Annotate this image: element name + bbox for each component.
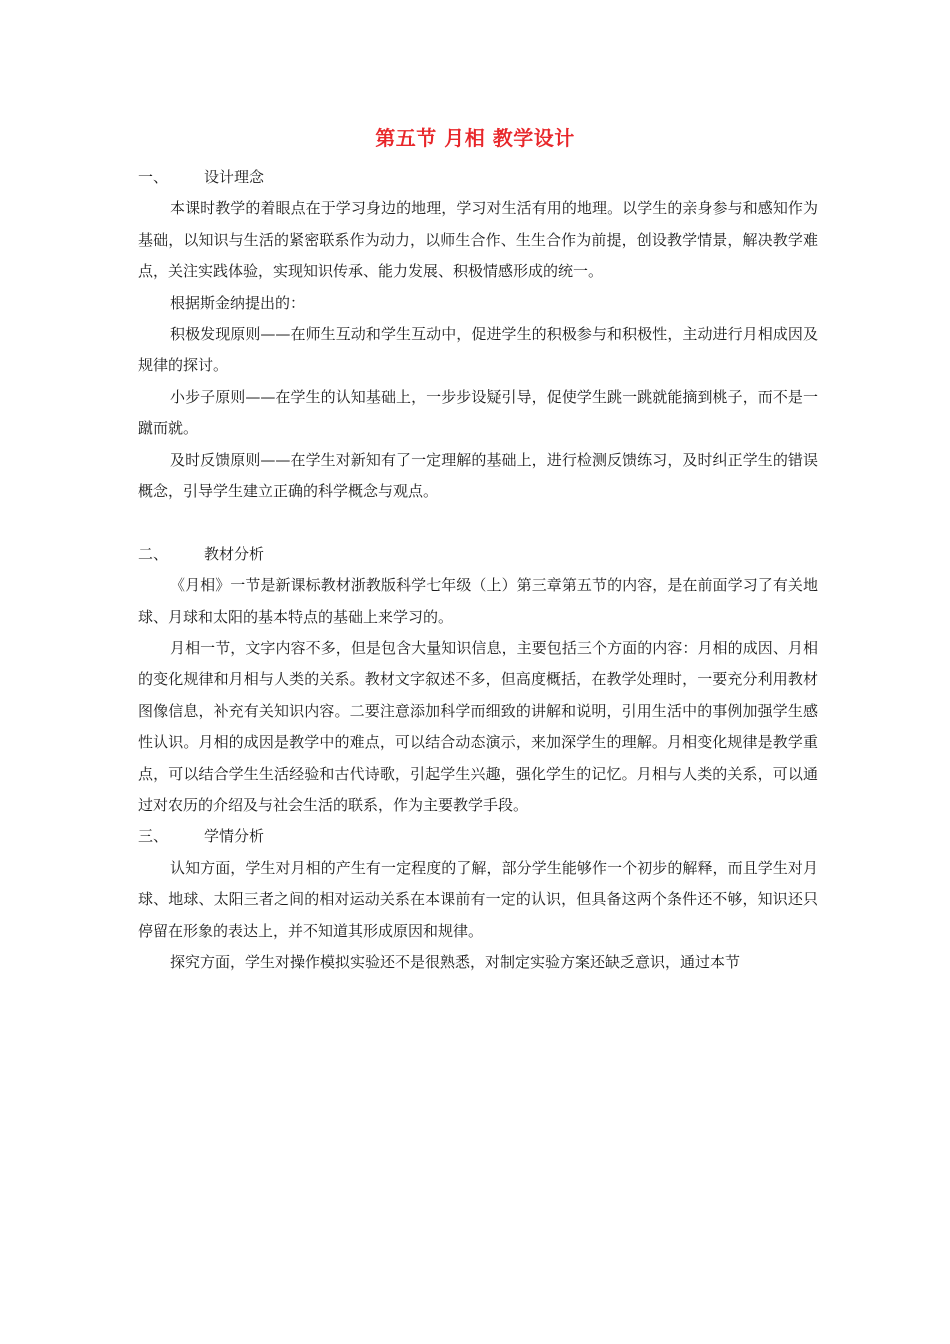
section-number: 二、	[138, 544, 169, 563]
paragraph: 小步子原则——在学生的认知基础上，一步步设疑引导，促使学生跳一跳就能摘到桃子，而不是一蹴而就。	[138, 387, 818, 438]
blank-line	[138, 507, 818, 538]
paragraph: 月相一节，文字内容不多，但是包含大量知识信息，主要包括三个方面的内容：月相的成因、月相的变化规律和月相与人类的关系。教材文字叙述不多，但高度概括，在教学处理时，一要充分利用教材图像信息，补充有关知识内容。二要注意添加科学而细致的讲解和说明，引用生活中的事例加强学生感性认识。月相的成因是教学中的难点，可以结合动态演示，来加深学生的理解。月相变化规律是教学重点，可以结合学生生活经验和古代诗歌，引起学生兴趣，强化学生的记忆。月相与人类的关系，可以通过对农历的介绍及与社会生活的联系，作为主要教学手段。	[138, 639, 818, 815]
paragraph: 积极发现原则——在师生互动和学生互动中，促进学生的积极参与和积极性，主动进行月相成因及规律的探讨。	[138, 325, 818, 375]
section-number: 三、	[138, 827, 169, 846]
document-body	[138, 162, 818, 979]
section-title: 学情分析	[204, 827, 265, 846]
section-number: 一、	[138, 168, 169, 186]
paragraph: 本课时教学的着眼点在于学习身边的地理，学习对生活有用的地理。以学生的亲身参与和感知作为基础，以知识与生活的紧密联系作为动力，以师生合作、生生合作为前提，创设教学情景，解决教学难点，关注实践体验，实现知识传承、能力发展、积极情感形成的统一。	[138, 199, 818, 281]
paragraph: 探究方面，学生对操作模拟实验还不是很熟悉，对制定实验方案还缺乏意识，通过本节	[170, 953, 741, 972]
section-title: 设计理念	[204, 168, 265, 186]
paragraph: 根据斯金纳提出的：	[170, 293, 306, 312]
paragraph: 及时反馈原则——在学生对新知有了一定理解的基础上，进行检测反馈练习，及时纠正学生的错误概念，引导学生建立正确的科学概念与观点。	[138, 450, 818, 501]
section-heading-3	[138, 821, 818, 852]
paragraph: 《月相》一节是新课标教材浙教版科学七年级（上）第三章第五节的内容，是在前面学习了有关地球、月球和太阳的基本特点的基础上来学习的。	[138, 576, 818, 626]
section-heading-2	[138, 539, 818, 570]
document-title: 第五节 月相 教学设计	[375, 126, 575, 150]
section-title: 教材分析	[204, 544, 265, 563]
paragraph: 认知方面，学生对月相的产生有一定程度的了解，部分学生能够作一个初步的解释，而且学生对月球、地球、太阳三者之间的相对运动关系在本课前有一定的认识，但具备这两个条件还不够，知识还只停留在形象的表达上，并不知道其形成原因和规律。	[138, 858, 818, 940]
section-heading-1	[138, 162, 818, 193]
